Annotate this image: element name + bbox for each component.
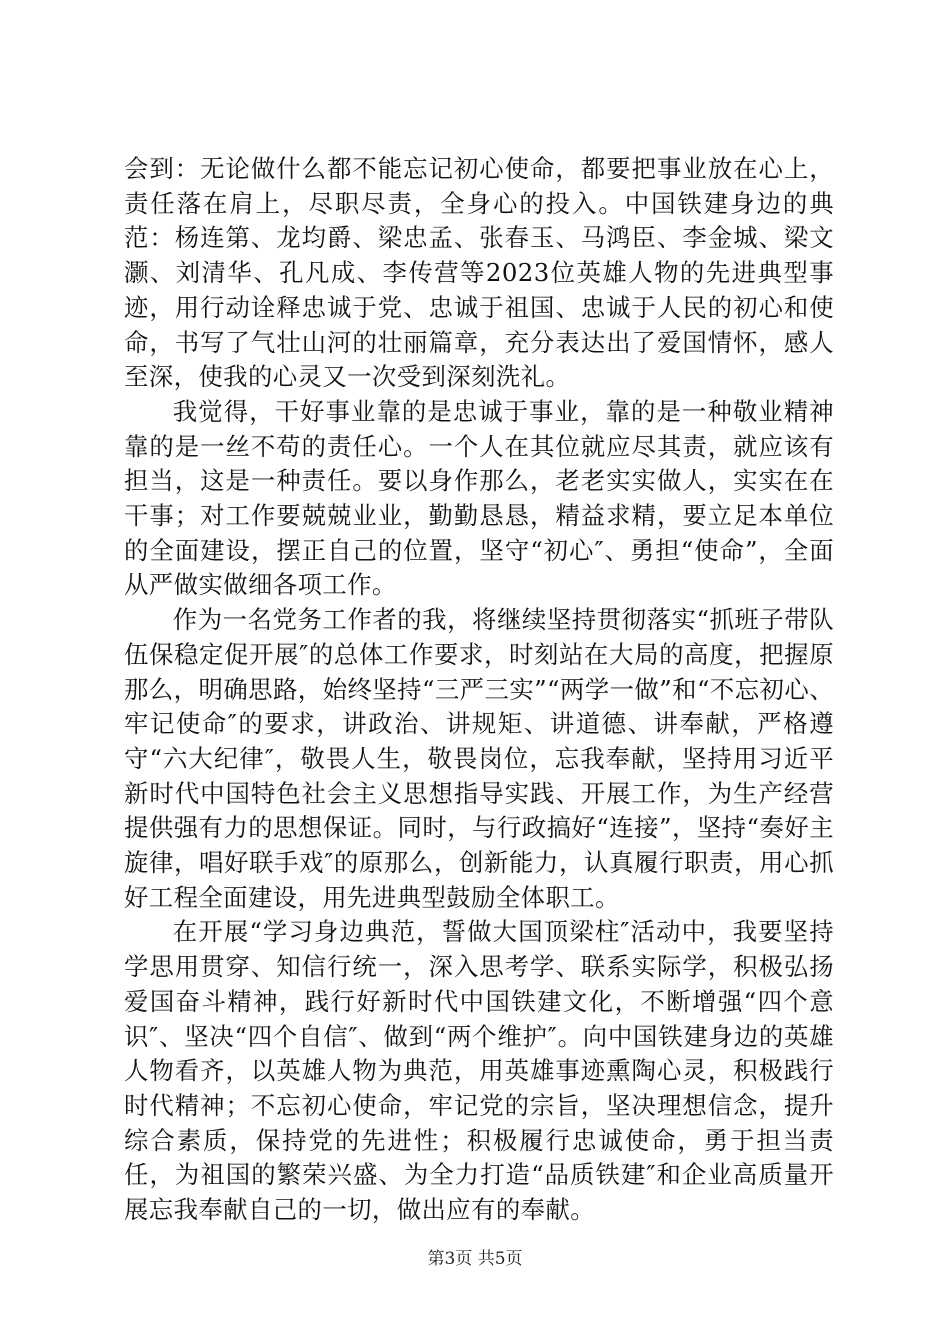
document-body [124,152,834,1228]
paragraph-4: 在开展“学习身边典范，誓做大国顶梁柱″活动中，我要坚持学思用贯穿、知信行统一，深入思考学、联系实际学，积极弘扬爱国奋斗精神，践行好新时代中国铁建文化，不断增强“四个意识″、坚决“四个自信″、做到“两个维护″。向中国铁建身边的英雄人物看齐，以英雄人物为典范，用英雄事迹熏陶心灵，积极践行时代精神；不忘初心使命，牢记党的宗旨，坚决理想信念，提升综合素质，保持党的先进性；积极履行忠诚使命，勇于担当责任，为祖国的繁荣兴盛、为全力打造“品质铁建″和企业高质量开展忘我奉献自己的一切，做出应有的奉献。 [124,917,834,1225]
page-number: 第3页 共5页 [427,1249,523,1269]
paragraph-1: 会到：无论做什么都不能忘记初心使命，都要把事业放在心上，责任落在肩上，尽职尽责，全身心的投入。中国铁建身边的典范：杨连第、龙均爵、梁忠孟、张春玉、马鸿臣、李金城、梁文灏、刘清华、孔凡成、李传营等2023位英雄人物的先进典型事迹，用行动诠释忠诚于党、忠诚于祖国、忠诚于人民的初心和使命，书写了气壮山河的壮丽篇章，充分表达出了爱国情怀，感人至深，使我的心灵又一次受到深刻洗礼。 [124,154,834,392]
page-footer [0,1244,950,1269]
paragraph-3: 作为一名党务工作者的我，将继续坚持贯彻落实“抓班子带队伍保稳定促开展″的总体工作要求，时刻站在大局的高度，把握原那么，明确思路，始终坚持“三严三实”“两学一做”和“不忘初心、牢记使命″的要求，讲政治、讲规矩、讲道德、讲奉献，严格遵守“六大纪律″，敬畏人生，敬畏岗位，忘我奉献，坚持用习近平新时代中国特色社会主义思想指导实践、开展工作，为生产经营提供强有力的思想保证。同时，与行政搞好“连接”，坚持“奏好主旋律，唱好联手戏″的原那么，创新能力，认真履行职责，用心抓好工程全面建设，用先进典型鼓励全体职工。 [124,605,834,912]
paragraph-2: 我觉得，干好事业靠的是忠诚于事业，靠的是一种敬业精神靠的是一丝不苟的责任心。一个人在其位就应尽其责，就应该有担当，这是一种责任。要以身作那么，老老实实做人，实实在在干事；对工作要兢兢业业，勤勤恳恳，精益求精，要立足本单位的全面建设，摆正自己的位置，坚守“初心″、勇担“使命”，全面从严做实做细各项工作。 [124,396,834,600]
